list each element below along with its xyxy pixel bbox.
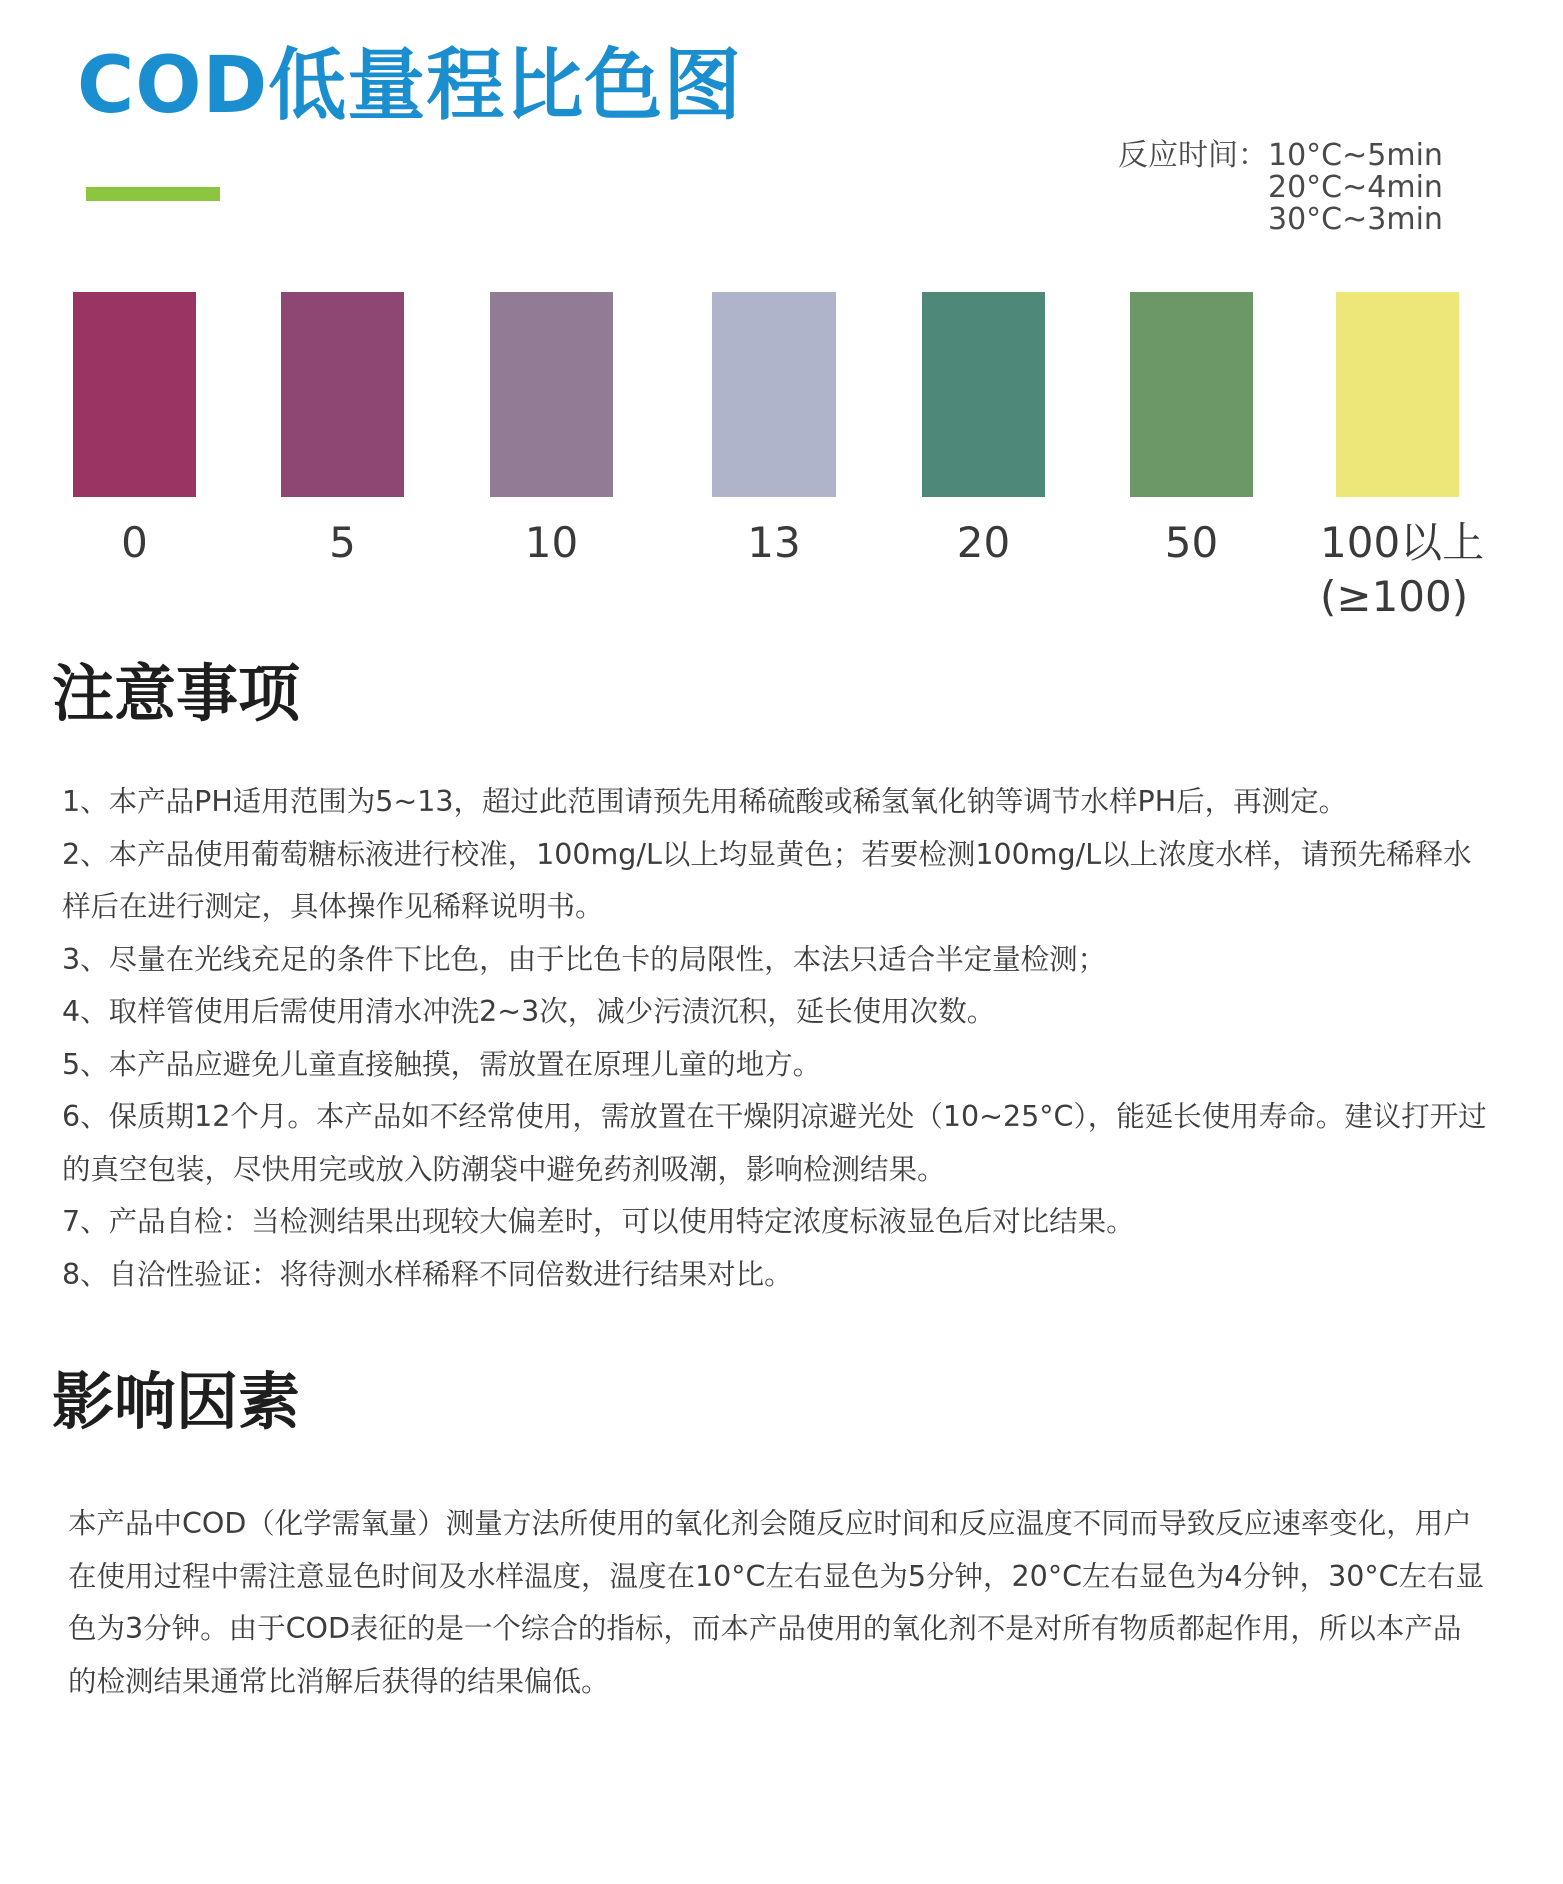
reaction-time-values [1268, 140, 1443, 236]
color-swatch-0 [73, 292, 196, 497]
color-swatch-50 [1130, 292, 1253, 497]
reaction-time-30c: 30°C~3min [1268, 202, 1443, 237]
color-swatch-13 [712, 292, 836, 497]
precaution-item-1: 1、本产品PH适用范围为5~13，超过此范围请预先用稀硫酸或稀氢氧化钠等调节水样PH后，再测定。 [62, 785, 1348, 818]
precautions-heading: 注意事项 [52, 657, 301, 730]
page-title: COD低量程比色图 [77, 41, 743, 131]
swatch-label-100-line2: (≥100) [1320, 572, 1469, 621]
color-swatch-20 [922, 292, 1045, 497]
reaction-time [1118, 140, 1443, 236]
swatch-label-5: 5 [329, 518, 356, 567]
swatch-label-0: 0 [121, 518, 148, 567]
swatch-label-100 [1320, 516, 1490, 624]
precaution-item-6: 6、保质期12个月。本产品如不经常使用，需放置在干燥阴凉避光处（10~25°C），能延长使用寿命。建议打开过的真空包装，尽快用完或放入防潮袋中避免药剂吸潮，影响检测结果。 [62, 1100, 1487, 1186]
reaction-time-label: 反应时间： [1118, 138, 1268, 173]
factors-heading: 影响因素 [52, 1365, 301, 1438]
color-swatch-5 [281, 292, 404, 497]
swatch-label-20: 20 [956, 518, 1011, 567]
swatch-label-10: 10 [524, 518, 579, 567]
color-chart [0, 292, 1563, 622]
precaution-item-3: 3、尽量在光线充足的条件下比色，由于比色卡的局限性，本法只适合半定量检测； [62, 942, 1107, 976]
precaution-item-7: 7、产品自检：当检测结果出现较大偏差时，可以使用特定浓度标液显色后对比结果。 [62, 1205, 1135, 1238]
precaution-item-5: 5、本产品应避免儿童直接触摸，需放置在原理儿童的地方。 [62, 1047, 822, 1081]
precautions-list [62, 776, 1492, 1301]
reaction-time-10c: 10°C~5min [1268, 138, 1443, 173]
precaution-item-2: 2、本产品使用葡萄糖标液进行校准，100mg/L以上均显黄色；若要检测100mg/L以上浓度水样，请预先稀释水样后在进行测定，具体操作见稀释说明书。 [62, 837, 1472, 923]
precaution-item-4: 4、取样管使用后需使用清水冲洗2~3次，减少污渍沉积，延长使用次数。 [62, 995, 996, 1028]
swatch-label-50: 50 [1164, 518, 1219, 567]
swatch-label-100-line1: 100以上 [1320, 518, 1485, 567]
title-accent-bar [86, 187, 220, 201]
factors-paragraph: 本产品中COD（化学需氧量）测量方法所使用的氧化剂会随反应时间和反应温度不同而导致反应速率变化，用户在使用过程中需注意显色时间及水样温度，温度在10°C左右显色为5分钟，20°C左右显色为4分钟，30°C左右显色为3分钟。由于COD表征的是一个综合的指标，而本产品使用的氧化剂不是对所有物质都起作用，所以本产品的检测结果通常比消解后获得的结果偏低。 [68, 1507, 1485, 1698]
swatch-label-13: 13 [747, 518, 801, 567]
color-swatch-10 [490, 292, 613, 497]
precaution-item-8: 8、自洽性验证：将待测水样稀释不同倍数进行结果对比。 [62, 1257, 793, 1291]
reaction-time-20c: 20°C~4min [1268, 170, 1443, 205]
color-swatch-100 [1336, 292, 1459, 497]
